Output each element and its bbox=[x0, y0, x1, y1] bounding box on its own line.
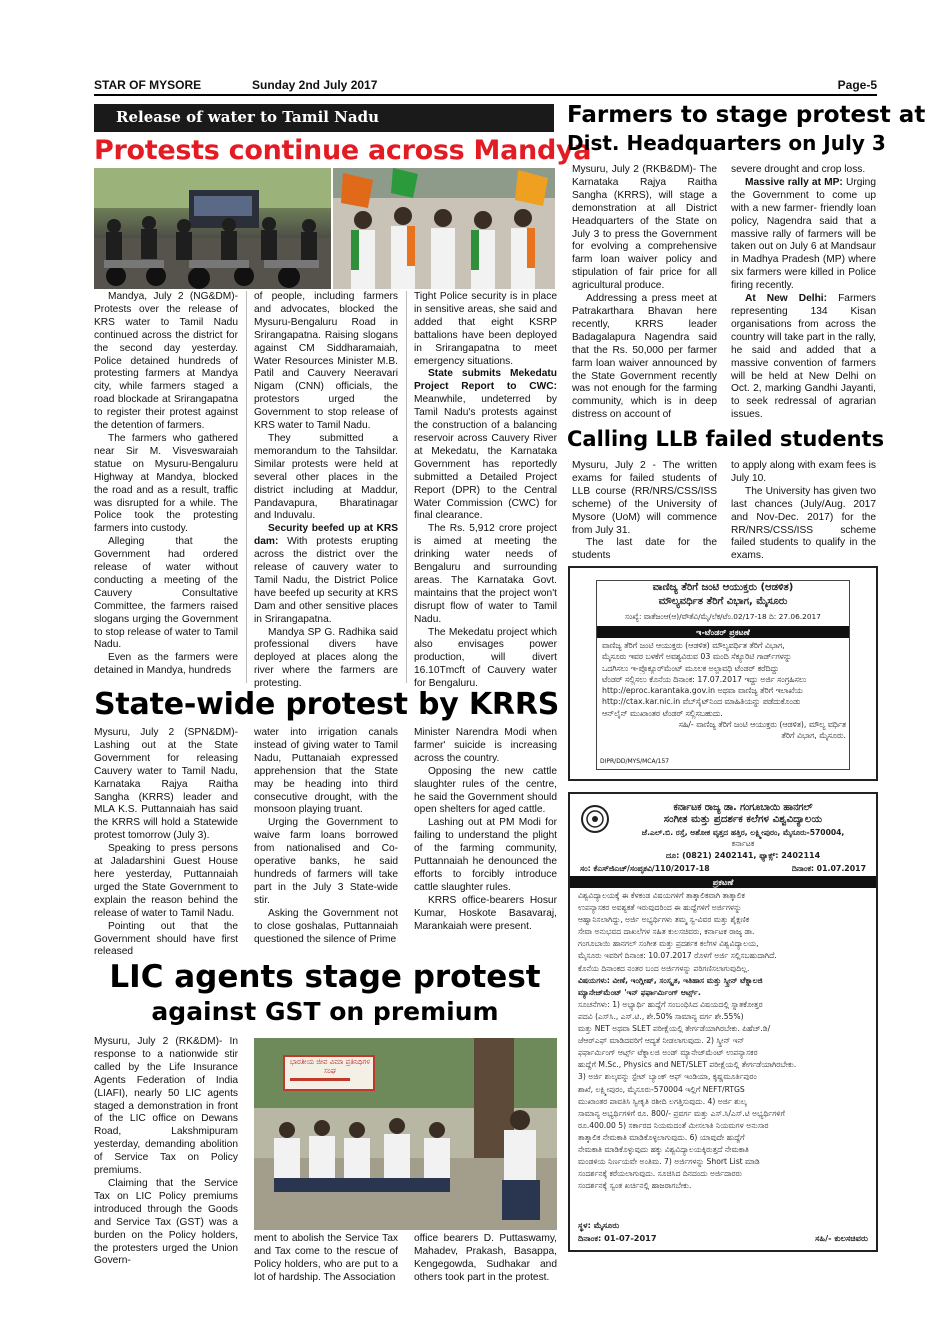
farmers-subhead-rally: Massive rally at MP: bbox=[745, 176, 843, 188]
farmers-c2-p3: Farmers representing 134 Kisan organisations from across the country will take part in the rally, he said and added that a massive convention of farmers will be held at New Delhi on Oct. 2, marking Gandhi Jayanti, to seek redressal of agrarian issues. bbox=[731, 293, 876, 421]
llb-column-1 bbox=[572, 460, 717, 563]
lic-headline-line-2: against GST on premium bbox=[151, 997, 499, 1026]
university-line: ಮುಖಾಂತರ ಪಾವತಿಸಿ ಸ್ವೀಕೃತಿ ರಶೀದಿ ಲಗತ್ತಿಸುವುದು. 4) ಅರ್ಜಿ ಶುಲ್ಕ bbox=[578, 1096, 747, 1106]
krrs-column-2 bbox=[254, 727, 398, 946]
mandya-c2-p2: They submitted a memorandum to the Tahsildar. Similar protests were held at several other places in the district including at Maddur, Pandavapura, Bharatinagar and Induvalu. bbox=[254, 432, 398, 522]
university-phone: ದೂ: (0821) 2402141, ಫ್ಯಾಕ್ಸ್: 2402114 bbox=[665, 851, 821, 860]
lic-c1-p1: Mysuru, July 2 (RK&DM)- In response to a nationwide stir called by the Life Insurance Agents Federation of India (LIAFI), nearly 50 LIC agents staged a demonstration in front of the LIC office on Dewans Road, Lakshmipuram yesterday, demanding abolition of Service Tax on Policy premiums. bbox=[94, 1036, 238, 1177]
tender-line: ಒದಗಿಸಲು ಇ-ಪ್ರೊಕ್ಯೂರ್‌ಮೆಂಟ್ ಮೂಲಕ ಅಲ್ಪಾವಧಿ ಟೆಂಡರ್ ಕರೆದಿದ್ದು bbox=[602, 663, 779, 673]
university-line: ಕೊನೆಯ ದಿನಾಂಕದ ನಂತರ ಬಂದ ಅರ್ಜಿಗಳನ್ನು ಪರಿಗಣಿಸಲಾಗುವುದಿಲ್ಲ. bbox=[578, 963, 750, 973]
university-line: ತಾತ್ಕಾಲಿಕ ನೇಮಕಾತಿ ಮಾಡಿಕೊಳ್ಳಲಾಗುವುದು. 6) ಯಾವುದೇ ಹುದ್ದೆಗೆ bbox=[578, 1132, 745, 1142]
krrs-column-3 bbox=[414, 727, 557, 934]
tender-sign-2: ತೆರಿಗೆ ವಿಭಾಗ, ಮೈಸೂರು. bbox=[781, 731, 846, 741]
university-line: ಸಾಮಾನ್ಯ ಅಭ್ಯರ್ಥಿಗಳಿಗೆ ರೂ. 800/- ಪ್ರವರ್ಗ ಮತ್ತು ಎಸ್‌.ಸಿ/ಎಸ್‌.ಟಿ ಅಭ್ಯರ್ಥಿಗಳಿಗೆ bbox=[578, 1108, 785, 1118]
mandya-headline: Protests continue across Mandya bbox=[94, 135, 592, 166]
lic-column-1 bbox=[94, 1036, 238, 1268]
llb-c1-p2: The last date for the students bbox=[572, 537, 717, 562]
university-line: ಮಂಡಳಿಯ ನಿರ್ಣಯವೇ ಅಂತಿಮ. 7) ಅರ್ಜಿಗಳನ್ನು Short List ಮಾಡಿ bbox=[578, 1157, 760, 1167]
masthead bbox=[94, 76, 877, 94]
university-line: ಸಂದರ್ಶನಕ್ಕೆ ಕರೆಯಲಾಗುವುದು. ಸೂಚಿಸಿದ ದಿನದಂದು ಅರ್ಜಿದಾರರು bbox=[578, 1169, 743, 1179]
university-ad bbox=[568, 792, 878, 1252]
motorcycle-rally-illustration bbox=[94, 168, 331, 289]
mandya-subhead-security: Security beefed up at KRS dam: bbox=[254, 523, 398, 548]
llb-c1-p1: Mysuru, July 2 - The written exams for failed students of LLB course (RR/NRS/CSS/ISS scheme) of the University of Mysore (UoM) will commence from July 31. bbox=[572, 460, 717, 536]
tender-line: http://ctax.kar.nic.in ವೆಬ್‌ಸೈಟ್‌ನಿಂದ ಮಾಹಿತಿಯನ್ನು ಪಡೆದುಕೊಂಡು bbox=[602, 697, 801, 707]
university-line: ರೂ.400.00 5) ಸರ್ಕಾರದ ನಿಯಮದಂತೆ ಮೀಸಲಾತಿ ನಿಯಮಗಳ ಅನುಸಾರ bbox=[578, 1120, 769, 1130]
mandya-column-1 bbox=[94, 291, 238, 678]
krrs-column-1 bbox=[94, 727, 238, 959]
tender-line: ವಾಣಿಜ್ಯ ತೆರಿಗೆ ಜಂಟಿ ಆಯುಕ್ತರು (ಆಡಳಿತ) ಮೌಲ್ಯವರ್ಧಿತ ತೆರಿಗೆ ವಿಭಾಗ, bbox=[602, 641, 785, 650]
tender-line: ಟೆಂಡರ್ ಸಲ್ಲಿಸಲು ಕೊನೆಯ ದಿನಾಂಕ: 17.07.2017 ಇದ್ದು ಅರ್ಜಿ ಸಂಗ್ರಹಿಸಲು bbox=[602, 674, 807, 684]
university-line: ಸೇವಾ ಅನುಭವದ ದಾಖಲೆಗಳ ಸಹಿತ ಕುಲಸಚಿವರು, ಕರ್ನಾಟಕ ರಾಜ್ಯ ಡಾ. bbox=[578, 927, 755, 937]
tender-sign-1: ಸಹಿ/- ವಾಣಿಜ್ಯ ತೆರಿಗೆ ಜಂಟಿ ಆಯುಕ್ತರು (ಆಡಳಿತ), ಮೌಲ್ಯ ವರ್ಧಿತ bbox=[678, 720, 846, 730]
krrs-c2-p3: Asking the Government not to close goshalas, Puttannaiah questioned the silence of Prime bbox=[254, 907, 398, 945]
mandya-c1-p4: Even as the farmers were detained in Mandya, hundreds bbox=[94, 652, 238, 677]
university-ref: ಸಂ: ಕೆಎಸ್‌ಜಿಎಚ್/ಸಂಪೃಕವಿ/110/2017-18 bbox=[580, 864, 710, 873]
lic-column-3 bbox=[414, 1233, 557, 1285]
mandya-c3-p3: The Rs. 5,912 crore project is aimed at meeting the drinking water needs of Bengaluru and surrounding areas. The Karnataka Govt. maintains that the project won't disrupt flow of water to Tamil Nadu. bbox=[414, 523, 557, 625]
mandya-c1-p2: The farmers who gathered near Sir M. Visveswaraiah statue on Mysuru-Bengaluru Highway at Mandya, blocked the road and as a result, traffic was disrupted for a while. The Police took the protesting farmers into custody. bbox=[94, 432, 238, 535]
mandya-photo-right bbox=[333, 168, 555, 289]
mandya-c1-p1: Mandya, July 2 (NG&DM)- Protests over the release of KRS water to Tamil Nadu continued across the district for the second day yesterday. Police detained hundreds of protesting farmers at Mandya city, while farmers staged a road blockade at Srirangapatna to register their protest against the detention of farmers. bbox=[94, 291, 238, 432]
tender-notice-bar bbox=[597, 626, 849, 638]
farmers-c2-p1: severe drought and crop loss. bbox=[731, 164, 866, 175]
tender-ad-ref: ಸಂಖ್ಯೆ: ವಾತೆಜಂಆ(ಆ)/ವೌತೆವಿ/ಮೈ/ಲೆಕ/ಟೆಂ.02/17-18 ದಿ: 27.06.2017 bbox=[625, 612, 821, 621]
university-ad-body bbox=[578, 890, 870, 1192]
krrs-c2-p1: water into irrigation canals instead of giving water to Tamil Nadu, Puttanaiah expressed apprehension that the State may be heading into third consecutive drought, with the monsoon playing truant. bbox=[254, 727, 398, 816]
lic-c3-p1: office bearers D. Puttaswamy, Mahadev, Prakash, Basappa, Kengegowda, Sudhakar and others took part in the protest. bbox=[414, 1233, 557, 1283]
mandya-c3-p1: Tight Police security is in place in sensitive areas, she said and added that eight KSRP battalions have been deployed in Srirangapatna to meet emergency situations. bbox=[414, 291, 557, 367]
mandya-c2-p1: of people, including farmers and advocates, blocked the Mysuru-Bengaluru Road in Srirangapatna. Raising slogans against CM Siddharamaiah, Water Resources Minister M.B. Patil and Cauvery Neeravari Nigam (CNN) officials, the protestors urged the Government to stop release of KRS water to Tamil Nadu. bbox=[254, 291, 398, 432]
lic-c2-p1: ment to abolish the Service Tax and Tax come to the rescue of Policy holders, who are put to a lot of hardship. The Association bbox=[254, 1233, 398, 1283]
mandya-column-3 bbox=[414, 291, 557, 691]
farmers-column-2 bbox=[731, 164, 876, 422]
university-line: ಫರ್ಫಾರ್ಮಿಂಗ್ ಆರ್ಟ್ಸ್ ಟೆಕ್ನಾಲಜಿ ಅಂಡ್ ಮ್ಯಾನೇಜ್‌ಮೆಂಟ್ ಉಪನ್ಯಾಸಕರ bbox=[578, 1048, 758, 1058]
krrs-c1-p3: Pointing out that the Government should have first released bbox=[94, 920, 238, 958]
university-notice-bar bbox=[570, 876, 876, 888]
tender-line: http://eproc.karantaka.gov.in ಅಥವಾ ವಾಣಿಜ್ಯ ತೆರಿಗೆ ಇಲಾಖೆಯ bbox=[602, 686, 803, 696]
university-dateline: ದಿನಾಂಕ: 01-07-2017 bbox=[578, 1233, 657, 1243]
krrs-c1-p1: Mysuru, July 2 (SPN&DM)- Lashing out at the State Government for releasing Cauvery water to Tamil Nadu, Karnataka Rajya Raitha Sangha (KRRS) leader and MLA K.S. Puttannaiah has said the KRRS will hold a Statewide protest tomorrow (July 3). bbox=[94, 727, 238, 842]
mandya-photo-left bbox=[94, 168, 331, 289]
krrs-c3-p2: Opposing the new cattle slaughter rules of the centre, he said the Government should open shelters for aged cattle. bbox=[414, 765, 557, 816]
kicker-text: Release of water to Tamil Nadu bbox=[116, 108, 380, 126]
mandya-c2-p4: Mandya SP G. Radhika said professional divers have deployed at places along the river where the farmers are protesting. bbox=[254, 626, 398, 690]
university-signature: ಸಹಿ/- ಕುಲಸಚಿವರು bbox=[815, 1233, 868, 1243]
university-emblem-icon bbox=[580, 804, 610, 834]
farmers-headline-line-1: Farmers to stage protest at bbox=[567, 102, 926, 128]
university-emblem bbox=[580, 804, 610, 834]
kicker-bar bbox=[94, 104, 554, 132]
university-address-2: ಕರ್ನಾಟಕ bbox=[731, 839, 755, 848]
tender-notice-label: ಇ-ಟೆಂಡರ್ ಪ್ರಕಟಣೆ bbox=[696, 627, 750, 637]
university-line: ಸಂದರ್ಶನಕ್ಕೆ ಸ್ವಂತ ಖರ್ಚಿನಲ್ಲಿ ಹಾಜರಾಗಬೇಕು. bbox=[578, 1181, 692, 1191]
farmers-c2-p2: Urging the Government to come up with a new farmer- friendly loan policy, Nagendra said that a massive rally of farmers will be taken out on July 6 at Mandsaur in Madhya Pradesh (MP) where six farmers were killed in Police firing recently. bbox=[731, 176, 876, 292]
farmers-c1-p1: Mysuru, July 2 (RKB&DM)- The Karnataka Rajya Raitha Sangha (KRRS), will stage a demonstration at all District Headquarters of the State on July 3 to press the Government for evolving a comprehensive farm loan waiver policy and stipulation of fair price for all agricultural produce. bbox=[572, 164, 717, 292]
university-line: ಜೆಆರ್‌ಎಫ್ ಮಾಡಿದವರಿಗೆ ಆದ್ಯತೆ ನೀಡಲಾಗುವುದು. 2) ಸ್ಕ್ರೀನ್ ಇನ್ bbox=[578, 1036, 745, 1046]
university-line: ಪದವಿ (ಎಸ್‌ಸಿ., ಎಸ್‌.ಟಿ., ಶೇ.50% ಸಾಮಾನ್ಯ ವರ್ಗ ಶೇ.55%) bbox=[578, 1011, 744, 1021]
lic-c1-p2: Claiming that the Service Tax on LIC Policy premiums introduced through the Goods and Service Tax (GST) was a burden on the Policy holders, the protesters urged the Union Govern- bbox=[94, 1177, 238, 1267]
farmers-c1-p2: Addressing a press meet at Patrakarthara Bhavan here recently, KRRS leader Badagalapura Nagendra said that the Rs. 50,000 per farmer farm loan waiver announced by the State Government recently was not enough for the farming community, which is in deep distress on account of bbox=[572, 293, 717, 421]
university-title-1: ಕರ್ನಾಟಕ ರಾಜ್ಯ ಡಾ. ಗಂಗೂಬಾಯಿ ಹಾನಗಲ್ bbox=[673, 802, 813, 813]
krrs-c1-p2: Speaking to press persons at Jaladarshini Guest House here yesterday, Puttannaiah urged the State Government to explain the reason behind the release of water to Tamil Nadu. bbox=[94, 843, 238, 919]
university-title-2: ಸಂಗೀತ ಮತ್ತು ಪ್ರದರ್ಶಕ ಕಲೆಗಳ ವಿಶ್ವವಿದ್ಯಾಲಯ bbox=[663, 814, 823, 825]
university-line: ಉಪನ್ಯಾಸಕರ ಅವಶ್ಯಕತೆ ಇರುವುದರಿಂದ ಈ ಹುದ್ದೆಗಳಿಗೆ ಅರ್ಜಿಗಳನ್ನು bbox=[578, 903, 742, 913]
university-date: ದಿನಾಂಕ: 01.07.2017 bbox=[791, 864, 866, 873]
university-line: ಹುದ್ದೆಗೆ M.Sc., Physics and NET/SLET ಪರೀಕ್ಷೆಯಲ್ಲಿ ತೇರ್ಗಡೆಯಾಗಿರಬೇಕು. bbox=[578, 1060, 797, 1070]
krrs-c3-p3: Lashing out at PM Modi for failing to understand the plight of the farming community, Puttannaiah he denounced the efforts to forcibly introduce cattle slaughter rules. bbox=[414, 817, 557, 893]
masthead-rule bbox=[94, 94, 877, 96]
university-line: ಸೂಚನೆಗಳು: 1) ಅಭ್ಯಾರ್ಥಿ ಹುದ್ದೆಗೆ ಸಂಬಂಧಿಸಿದ ವಿಷಯದಲ್ಲಿ ಸ್ನಾತಕೋತ್ತರ bbox=[578, 999, 763, 1009]
university-line: ವಿಷಯಗಳು: ವೀಣೆ, ಇಂಗ್ಲೀಷ್, ಸಂಸ್ಕೃತ, ಇತಿಹಾಸ ಮತ್ತು ಸ್ಕ್ರೀನ್ ಟೆಕ್ನಾಲಜಿ bbox=[578, 975, 763, 985]
university-line: ಗಂಗೂಬಾಯಿ ಹಾನಗಲ್ ಸಂಗೀತ ಮತ್ತು ಪ್ರದರ್ಶಕ ಕಲೆಗಳ ವಿಶ್ವವಿದ್ಯಾಲಯ, bbox=[578, 939, 759, 949]
page-number: Page-5 bbox=[837, 78, 877, 92]
lic-column-2 bbox=[254, 1233, 398, 1285]
lic-banner-text: ಭಾರತೀಯ ಜೀವ ವಿಮಾ ಪ್ರತಿನಿಧಿಗಳ ಸಂಘ bbox=[289, 1058, 371, 1075]
llb-column-2 bbox=[731, 460, 876, 563]
lic-protest-photo bbox=[254, 1038, 557, 1230]
farmers-subhead-delhi: At New Delhi: bbox=[745, 293, 828, 305]
paper-name: STAR OF MYSORE bbox=[94, 78, 202, 92]
university-line: 3) ಅರ್ಜಿ ಶುಲ್ಕವನ್ನು ಸ್ಟೇಟ್ ಬ್ಯಾಂಕ್ ಆಫ್ ಇಂಡಿಯಾ, ಕೃಷ್ಣಮೂರ್ತಿಪುರಂ bbox=[578, 1072, 757, 1082]
tender-ad-title-2: ಮೌಲ್ಯವರ್ಧಿತ ತೆರಿಗೆ ವಿಭಾಗ, ಮೈಸೂರು bbox=[658, 596, 788, 607]
mandya-c3-p4: The Mekedatu project which also envisages power production, will divert 16.10Tmcft of Cauvery water for Bengaluru. bbox=[414, 626, 557, 690]
krrs-c3-p4: KRRS office-bearers Hosur Kumar, Hoskote Basavaraj, Marankaiah were present. bbox=[414, 894, 557, 932]
mandya-subhead-mekedatu: State submits Mekedatu Project Report to CWC: bbox=[414, 368, 557, 393]
llb-c2-p1: to apply along with exam fees is July 10. bbox=[731, 460, 876, 484]
university-notice-label: ಪ್ರಕಟಣೆ bbox=[712, 877, 734, 887]
university-place: ಸ್ಥಳ: ಮೈಸೂರು bbox=[578, 1220, 620, 1230]
krrs-headline: State-wide protest by KRRS bbox=[94, 687, 560, 722]
llb-headline: Calling LLB failed students bbox=[567, 427, 885, 451]
col-divider bbox=[246, 291, 247, 683]
krrs-c3-p1: Minister Narendra Modi when farmer' suicide is increasing across the country. bbox=[414, 727, 557, 764]
protesters-with-flags-illustration bbox=[333, 168, 555, 289]
issue-date: Sunday 2nd July 2017 bbox=[252, 78, 378, 92]
farmers-column-1 bbox=[572, 164, 717, 422]
tender-ad-body bbox=[602, 640, 846, 742]
tender-ad-title-1: ವಾಣಿಜ್ಯ ತೆರಿಗೆ ಜಂಟಿ ಆಯುಕ್ತರು (ಆಡಳಿತ) bbox=[652, 582, 794, 593]
university-line: ಶಾಖೆ, ಲಕ್ಷ್ಮೀಪುರಂ, ಮೈಸೂರು-570004 ಇಲ್ಲಿಗೆ NEFT/RTGS bbox=[578, 1084, 745, 1094]
tender-ad bbox=[568, 566, 878, 781]
farmers-headline-line-2: Dist. Headquarters on July 3 bbox=[567, 131, 886, 155]
mandya-c3-p2: Meanwhile, undeterred by Tamil Nadu's protests against the construction of a balancing reservoir across Cauvery River at Mekedatu, the Karnataka Government has reportedly submitted a Detailed Project Report (DPR) to the Central Water Commission (CWC) for final clearance. bbox=[414, 394, 557, 522]
krrs-c2-p2: Urging the Government to waive farm loans borrowed from nationalised and Co-operative banks, he said hundreds of farmers will take part in the July 3 State-wide stir. bbox=[254, 817, 398, 906]
university-line: ಮತ್ತು NET ಅಥವಾ SLET ಪರೀಕ್ಷೆಯಲ್ಲಿ ತೇರ್ಗಡೆಯಾಗಿರಬೇಕು. ಪಿಹೆಚ್.ಡಿ/ bbox=[578, 1024, 771, 1034]
university-line: ನೇಮಕಾತಿ ಮಾಡಿಕೊಳ್ಳುವುದು ಹಕ್ಕು ವಿಶ್ವವಿದ್ಯಾಲಯಕ್ಕಿರುತ್ತದೆ ನೇಮಕಾತಿ bbox=[578, 1144, 749, 1154]
university-address-1: ಜೆ.ಎಲ್.ಬಿ. ರಸ್ತೆ, ಅಶೋಕ ವೃತ್ತದ ಹತ್ತಿರ, ಲಕ್ಷ್ಮೀಪುರಂ, ಮೈಸೂರು-570004, bbox=[641, 828, 845, 837]
mandya-c1-p3: Alleging that the Government had ordered release of water without conducting a meeting of the Cauvery Consultative Committee, the farmers raised slogans urging the Government to stop release of water to Tamil Nadu. bbox=[94, 536, 238, 651]
university-line: ಆಹ್ವಾನಿಸಲಾಗಿದ್ದು, ಅರ್ಜಿ ಅಭ್ಯರ್ಥಿಗಳು ತಮ್ಮ ಸ್ವ-ವಿವರ ಮತ್ತು ಶೈಕ್ಷಣಿಕ bbox=[578, 915, 750, 925]
tender-line: ಮೈಸೂರು ಇವರ ಬಳಕೆಗೆ ಅವಶ್ಯವಿರುವ 03 ಮಂದಿ ಸೆಕ್ಯೂರಿಟಿ ಗಾರ್ಡ್‌ಗಳನ್ನು bbox=[602, 652, 792, 662]
university-line: ಮೈಸೂರು ಇವರಿಗೆ ದಿನಾಂಕ: 10.07.2017 ರೊಳಗೆ ಅರ್ಜಿ ಸಲ್ಲಿಸಬಹುದಾಗಿದೆ. bbox=[578, 951, 777, 961]
tender-line: ಆನ್‌ಲೈನ್ ಮುಖಾಂತರ ಟೆಂಡರ್ ಸಲ್ಲಿಸಬಹುದು. bbox=[602, 708, 723, 718]
university-line: ಮ್ಯಾನೇಜ್‌ಮೆಂಟ್ 'ಇನ್ ಫರ್ಫಾರ್ಮಿಂಗ್ ಆರ್ಟ್ಸ್. bbox=[578, 987, 701, 997]
tender-ad-code: DIPR/DD/MYS/MCA/157 bbox=[600, 758, 670, 765]
university-line: ವಿಶ್ವವಿದ್ಯಾಲಯಕ್ಕೆ ಈ ಕೆಳಕಂಡ ವಿಷಯಗಳಿಗೆ ತಾತ್ಕಾಲಿಕವಾಗಿ ತಾತ್ಕಾಲಿಕ bbox=[578, 891, 745, 900]
lic-headline-line-1: LIC agents stage protest bbox=[109, 959, 541, 995]
mandya-column-2 bbox=[254, 291, 398, 691]
llb-c2-p2: The University has given two last chances (July/Aug. 2017 and Nov-Dec. 2017) for the RR/NRS/CSS/ISS scheme failed students to qualify in the exams. bbox=[731, 485, 876, 562]
mandya-c2-p3: With protests erupting across the district over the release of cauvery water to Tamil Nadu, the District Police have beefed up security at KRS Dam and other sensitive places in Srirangapatna. bbox=[254, 536, 398, 625]
col-divider bbox=[406, 291, 407, 683]
